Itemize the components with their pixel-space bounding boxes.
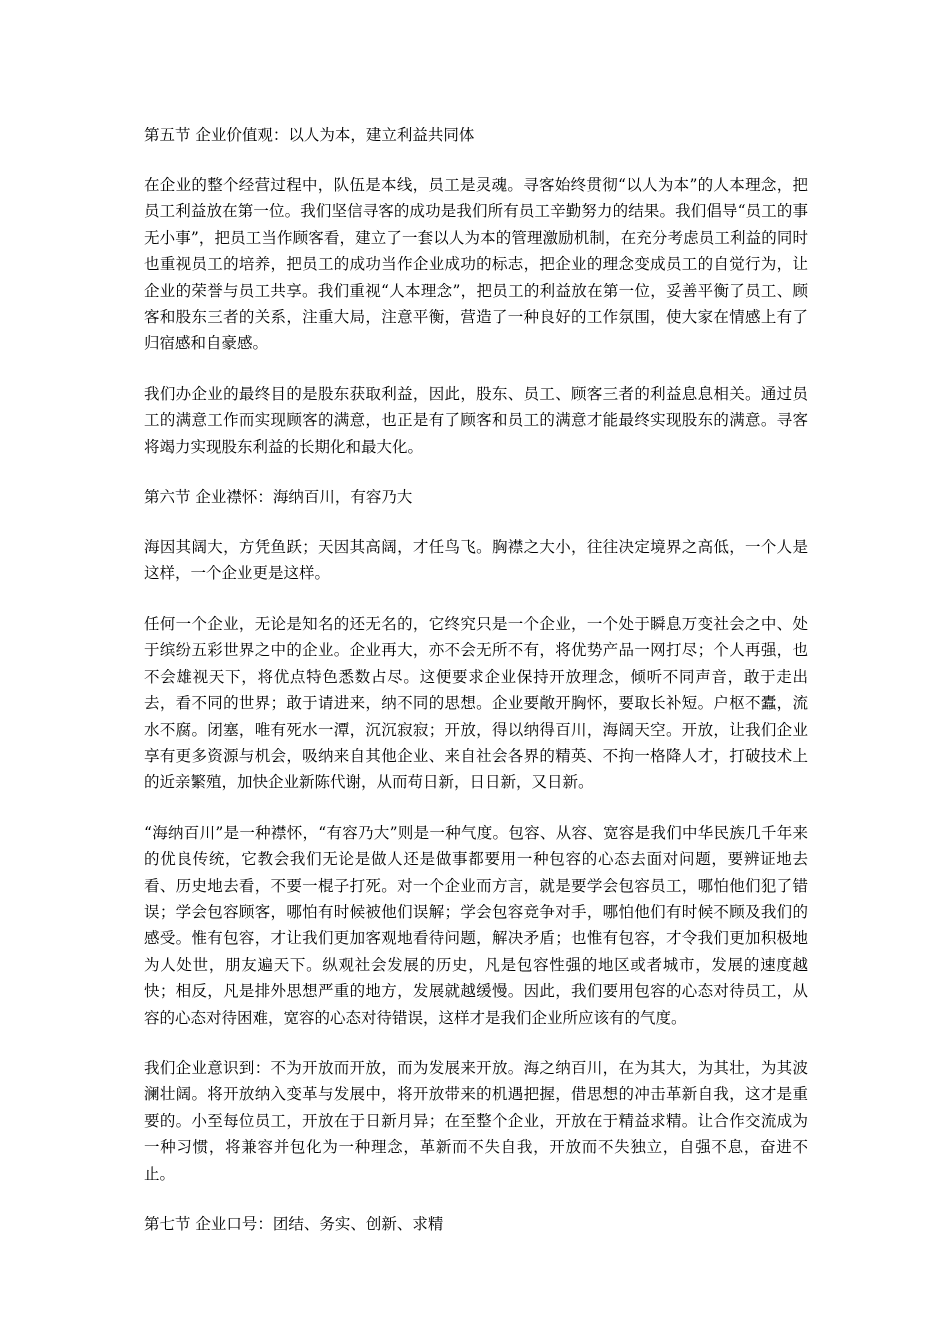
section-6-paragraph-3: “海纳百川”是一种襟怀，“有容乃大”则是一种气度。包容、从容、宽容是我们中华民族几千年来的优良传统，它教会我们无论是做人还是做事都要用一种包容的心态去面对问题，要辨证地去看、历史地去看，不要一棍子打死。对一个企业而方言，就是要学会包容员工，哪怕他们犯了错误；学会包容顾客，哪怕有时候被他们误解；学会包容竞争对手，哪怕他们有时候不顾及我们的感受。惟有包容，才让我们更加客观地看待问题，解决矛盾；也惟有包容，才令我们更加积极地为人处世，朋友遍天下。纵观社会发展的历史，凡是包容性强的地区或者城市，发展的速度越快；相反，凡是排外思想严重的地方，发展就越缓慢。因此，我们要用包容的心态对待员工，从容的心态对待困难，宽容的心态对待错误，这样才是我们企业所应该有的气度。 <box>144 823 808 1027</box>
section-6-heading: 第六节 企业襟怀：海纳百川，有容乃大 <box>144 488 413 507</box>
section-6-paragraph-4: 我们企业意识到：不为开放而开放，而为发展来开放。海之纳百川，在为其大，为其壮，为其波澜壮阔。将开放纳入变革与发展中，将开放带来的机遇把握，借思想的冲击革新自我，这才是重要的。小至每位员工，开放在于日新月异；在至整个企业，开放在于精益求精。让合作交流成为一种习惯，将兼容并包化为一种理念，革新而不失自我，开放而不失独立，自强不息，奋进不止。 <box>144 1058 808 1183</box>
section-5-paragraph-2: 我们办企业的最终目的是股东获取利益，因此，股东、员工、顾客三者的利益息息相关。通过员工的满意工作而实现顾客的满意，也正是有了顾客和员工的满意才能最终实现股东的满意。寻客将竭力实现股东利益的长期化和最大化。 <box>144 384 808 456</box>
section-6-paragraph-1: 海因其阔大，方凭鱼跃；天因其高阔，才任鸟飞。胸襟之大小，往往决定境界之高低，一个人是这样，一个企业更是这样。 <box>144 538 808 583</box>
section-6-paragraph-2: 任何一个企业，无论是知名的还无名的，它终究只是一个企业，一个处于瞬息万变社会之中、处于缤纷五彩世界之中的企业。企业再大，亦不会无所不有，将优势产品一网打尽；个人再强，也不会雄视天下，将优点特色悉数占尽。这便要求企业保持开放理念，倾听不同声音，敢于走出去，看不同的世界；敢于请进来，纳不同的思想。企业要敞开胸怀，要取长补短。户枢不蠹，流水不腐。闭塞，唯有死水一潭，沉沉寂寂；开放，得以纳得百川，海阔天空。开放，让我们企业享有更多资源与机会，吸纳来自其他企业、来自社会各界的精英、不拘一格降人才，打破技术上的近亲繁殖，加快企业新陈代谢，从而苟日新，日日新，又日新。 <box>144 614 808 792</box>
section-7-heading: 第七节 企业口号：团结、务实、创新、求精 <box>144 1215 444 1233</box>
document-page <box>144 118 808 1241</box>
section-5-heading: 第五节 企业价值观：以人为本，建立利益共同体 <box>144 126 475 144</box>
section-5-paragraph-1: 在企业的整个经营过程中，队伍是本线，员工是灵魂。寻客始终贯彻“以人为本”的人本理念，把员工利益放在第一位。我们坚信寻客的成功是我们所有员工辛勤努力的结果。我们倡导“员工的事无小事”，把员工当作顾客看，建立了一套以人为本的管理激励机制，在充分考虑员工利益的同时也重视员工的培养，把员工的成功当作企业成功的标志，把企业的理念变成员工的自觉行为，让企业的荣誉与员工共享。我们重视“人本理念”，把员工的利益放在第一位，妥善平衡了员工、顾客和股东三者的关系，注重大局，注意平衡，营造了一种良好的工作氛围，使大家在情感上有了归宿感和自豪感。 <box>144 176 808 353</box>
